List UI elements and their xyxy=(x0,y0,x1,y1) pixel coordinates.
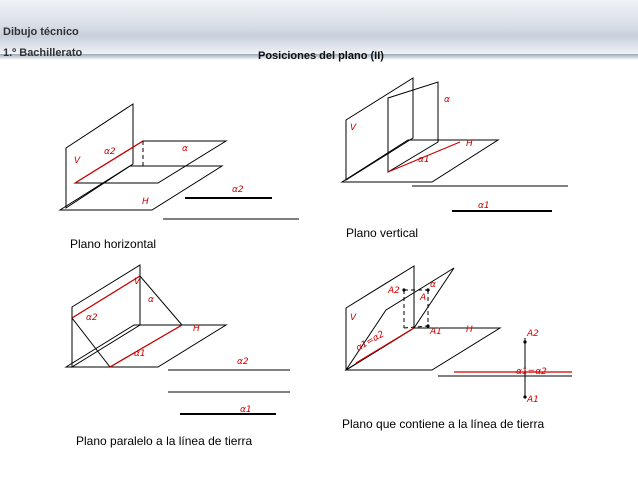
label-a: A xyxy=(420,293,427,303)
label-trace: α1=α2 xyxy=(354,329,387,354)
alpha-plane xyxy=(346,268,454,370)
caption-contains-lt: Plano que contiene a la línea de tierra xyxy=(342,417,545,431)
trace-alpha2 xyxy=(72,276,140,318)
point-a2 xyxy=(402,288,405,291)
diagram-parallel xyxy=(66,265,290,415)
label-h: H xyxy=(193,324,200,334)
course-label: Dibujo técnico xyxy=(3,26,79,38)
label-alpha: α xyxy=(430,280,436,290)
label-alpha2-plane: α2 xyxy=(86,313,98,323)
label-alpha1-proj: α1 xyxy=(478,201,490,211)
label-a2-proj: A2 xyxy=(527,329,539,339)
horizontal-plane-h xyxy=(346,328,500,370)
label-h: H xyxy=(466,325,473,335)
diagram-contains-lt xyxy=(346,266,572,405)
slide-title: Posiciones del plano (II) xyxy=(258,50,384,62)
label-h: H xyxy=(142,197,149,207)
horizontal-plane-h xyxy=(60,166,222,210)
alpha-plane xyxy=(75,141,226,183)
caption-parallel: Plano paralelo a la línea de tierra xyxy=(76,434,253,448)
label-v: V xyxy=(134,277,141,287)
label-v: V xyxy=(350,313,357,323)
label-alpha2-proj: α2 xyxy=(237,357,249,367)
label-trace-proj: α1=α2 xyxy=(516,367,547,377)
label-alpha2-proj: α2 xyxy=(232,185,244,195)
caption-horizontal: Plano horizontal xyxy=(70,237,157,251)
label-alpha: α xyxy=(444,95,450,105)
diagram-vertical xyxy=(342,78,568,211)
projection-point-a2 xyxy=(523,340,526,343)
label-alpha2-plane: α2 xyxy=(104,147,116,157)
label-a1-proj: A1 xyxy=(527,395,539,405)
label-alpha1-proj: α1 xyxy=(240,405,252,415)
label-a1: A1 xyxy=(430,327,442,337)
level-label: 1.º Bachillerato xyxy=(3,47,83,59)
trace-alpha1 xyxy=(110,325,182,367)
label-a2: A2 xyxy=(388,286,400,296)
diagram-horizontal xyxy=(60,104,299,219)
label-alpha1-plane: α1 xyxy=(134,349,146,359)
label-v: V xyxy=(350,123,357,133)
vertical-plane-v xyxy=(72,265,140,367)
caption-vertical: Plano vertical xyxy=(346,226,419,240)
label-alpha: α xyxy=(148,295,154,305)
label-alpha1-plane: α1 xyxy=(418,155,430,165)
label-h: H xyxy=(466,139,473,149)
label-alpha: α xyxy=(182,144,188,154)
label-v: V xyxy=(74,156,81,166)
